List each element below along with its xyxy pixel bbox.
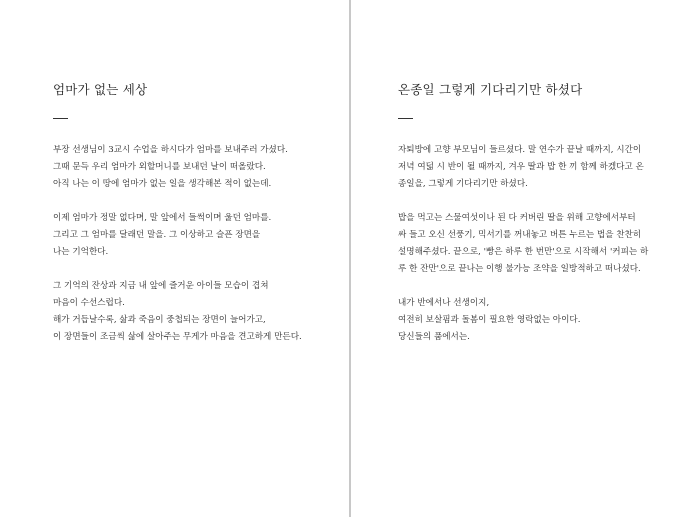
text-line: 아직 나는 이 땅에 엄마가 없는 일을 생각해본 적이 없는데. [53,179,272,189]
text-line: 해가 거듭날수록, 삶과 죽음이 중첩되는 장면이 늘어가고, [53,315,266,325]
text-line: 당신들의 품에서는. [398,332,470,342]
right-page [351,0,700,517]
text-line: 여전히 보살핌과 돌봄이 필요한 영락없는 아이다. [398,315,581,325]
text-line: 이제 엄마가 정말 없다며, 말 앞에서 들썩이며 울던 엄마를. [53,213,272,223]
text-line: 그리고 그 엄마를 달래던 말을. 그 이상하고 슬픈 장면을 [53,230,261,240]
text-line: 그 기억의 잔상과 지금 내 앞에 즐거운 아이들 모습이 겹쳐 [53,281,269,291]
text-line: 나는 기억한다. [53,247,109,257]
text-line: 설명해주셨다. 끝으로, '빵은 하루 한 번만'으로 시작해서 '커피는 하 [398,247,649,257]
text-line: 그때 문득 우리 엄마가 외할머니를 보내던 날이 떠올랐다. [53,162,266,172]
text-line: 종일을, 그렇게 기다리기만 하셨다. [398,179,528,189]
text-line: 싸 들고 오신 선풍기, 믹서기를 꺼내놓고 버튼 누르는 법을 찬찬히 [398,230,642,240]
left-page [0,0,349,517]
paragraph [398,210,648,278]
text-line: 내가 반에서나 선생이지, [398,298,490,308]
text-line: 마음이 수선스럽다. [53,298,125,308]
paragraph [53,278,302,346]
page-body [398,142,648,363]
page-title: 온종일 그렇게 기다리기만 하셨다 [398,82,583,97]
paragraph [53,142,302,193]
text-line: 루 한 잔만'으로 끝나는 이행 불가능 조약을 일방적하고 떠나셨다. [398,264,641,274]
text-line: 저녁 여덟 시 반이 될 때까지, 겨우 딸과 밥 한 끼 함께 하겠다고 온 [398,162,644,172]
page-title: 엄마가 없는 세상 [53,82,148,97]
paragraph [53,210,302,261]
page-body [53,142,302,363]
text-line: 밥을 먹고는 스물여섯이나 된 다 커버린 딸을 위해 고향에서부터 [398,213,636,223]
text-line: 자퇴방에 고향 부모님이 들르셨다. 말 연수가 끝날 때까지, 시간이 [398,145,642,155]
text-line: 이 장면들이 조금씩 삶에 살아주는 무게가 마음을 견고하게 만든다. [53,332,302,342]
title-divider [53,118,68,119]
text-line: 부장 선생님이 3교시 수업을 하시다가 엄마를 보내주러 가셨다. [53,145,288,155]
title-divider [398,118,413,119]
paragraph [398,295,648,346]
paragraph [398,142,648,193]
